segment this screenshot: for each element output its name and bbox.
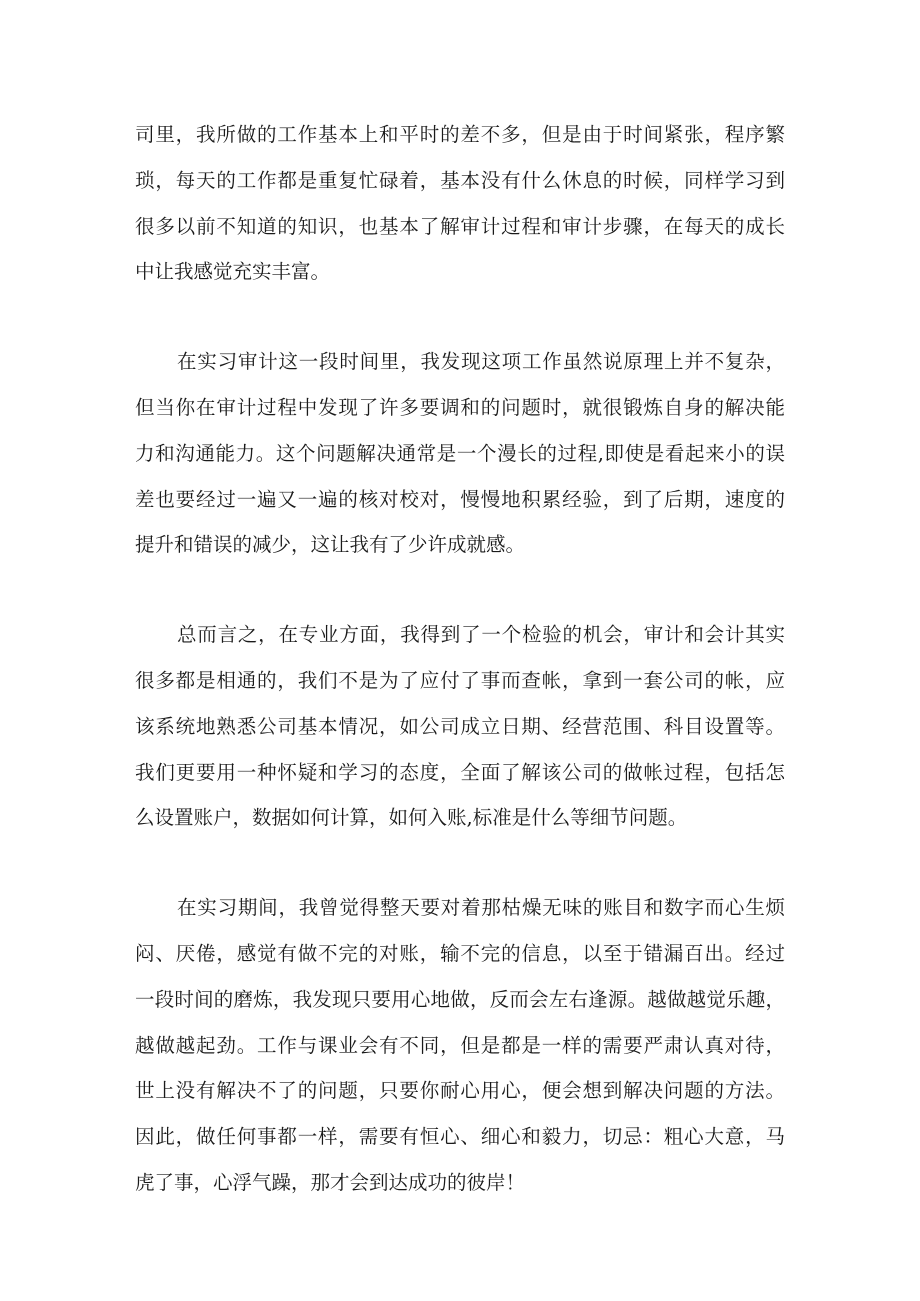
paragraph-1 (135, 112, 785, 295)
paragraph-line: 我们更要用一种怀疑和学习的态度，全面了解该公司的做帐过程，包括怎 (135, 760, 785, 784)
paragraph-spacer (135, 841, 785, 885)
paragraph-line: 一段时间的磨炼，我发现只要用心地做，反而会左右逢源。越做越觉乐趣， (135, 987, 785, 1011)
paragraph-2 (135, 339, 785, 568)
paragraph-4 (135, 885, 785, 1206)
paragraph-line: 该系统地熟悉公司基本情况，如公司成立日期、经营范围、科目设置等。 (135, 714, 785, 738)
document-body (135, 112, 785, 1206)
paragraph-spacer (135, 568, 785, 612)
paragraph-line: 但当你在审计过程中发现了许多要调和的问题时，就很锻炼自身的解决能 (135, 395, 785, 419)
paragraph-line: 因此，做任何事都一样，需要有恒心、细心和毅力，切忌：粗心大意，马 (135, 1125, 785, 1149)
paragraph-line: 中让我感觉充实丰富。 (135, 260, 331, 284)
paragraph-line: 琐，每天的工作都是重复忙碌着，基本没有什么休息的时候，同样学习到 (135, 168, 785, 192)
paragraph-line: 很多以前不知道的知识，也基本了解审计过程和审计步骤，在每天的成长 (135, 214, 785, 238)
paragraph-spacer (135, 295, 785, 339)
paragraph-line: 世上没有解决不了的问题，只要你耐心用心，便会想到解决问题的方法。 (135, 1079, 785, 1103)
paragraph-line: 总而言之，在专业方面，我得到了一个检验的机会，审计和会计其实 (177, 623, 785, 647)
paragraph-line: 差也要经过一遍又一遍的核对校对，慢慢地积累经验，到了后期，速度的 (135, 487, 785, 511)
paragraph-3 (135, 612, 785, 841)
paragraph-line: 力和沟通能力。这个问题解决通常是一个漫长的过程,即使是看起来小的误 (135, 441, 785, 465)
paragraph-line: 闷、厌倦，感觉有做不完的对账，输不完的信息，以至于错漏百出。经过 (135, 941, 785, 965)
paragraph-line: 司里，我所做的工作基本上和平时的差不多，但是由于时间紧张，程序繁 (135, 123, 785, 146)
paragraph-line: 越做越起劲。工作与课业会有不同，但是都是一样的需要严肃认真对待， (135, 1033, 785, 1057)
paragraph-line: 么设置账户，数据如何计算，如何入账,标准是什么等细节问题。 (135, 806, 688, 830)
paragraph-line: 提升和错误的减少，这让我有了少许成就感。 (135, 533, 526, 557)
paragraph-line: 在实习期间，我曾觉得整天要对着那枯燥无味的账目和数字而心生烦 (177, 896, 785, 920)
paragraph-line: 虎了事，心浮气躁，那才会到达成功的彼岸！ (135, 1170, 526, 1194)
paragraph-line: 很多都是相通的，我们不是为了应付了事而查帐，拿到一套公司的帐，应 (135, 668, 785, 692)
paragraph-line: 在实习审计这一段时间里，我发现这项工作虽然说原理上并不复杂， (177, 350, 785, 374)
